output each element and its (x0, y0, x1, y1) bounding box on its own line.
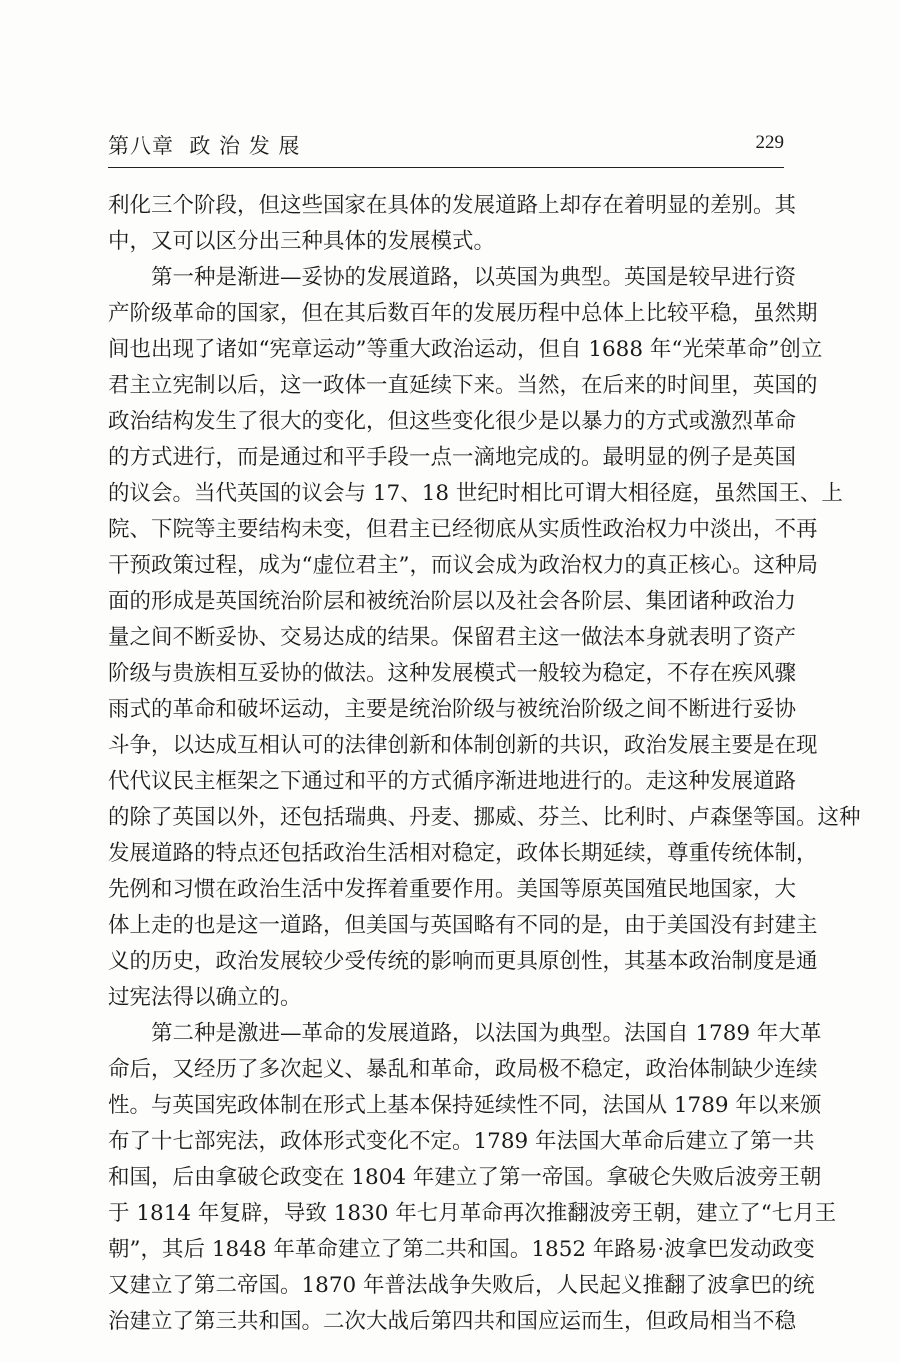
text-line: 的议会。当代英国的议会与 17、18 世纪时相比可谓大相径庭，虽然国王、上 (108, 481, 843, 506)
text-line: 先例和习惯在政治生活中发挥着重要作用。美国等原英国殖民地国家，大 (108, 877, 797, 902)
text-line: 和国，后由拿破仑政变在 1804 年建立了第一帝国。拿破仑失败后波旁王朝 (108, 1165, 822, 1190)
text-line: 利化三个阶段，但这些国家在具体的发展道路上却存在着明显的差别。其 (108, 193, 797, 218)
text-line: 量之间不断妥协、交易达成的结果。保留君主这一做法本身就表明了资产 (108, 625, 797, 650)
text-line: 治建立了第三共和国。二次大战后第四共和国应运而生，但政局相当不稳 (108, 1309, 797, 1334)
text-line: 间也出现了诸如“宪章运动”等重大政治运动，但自 1688 年“光荣革命”创立 (108, 337, 823, 362)
text-line: 代代议民主框架之下通过和平的方式循序渐进地进行的。走这种发展道路 (108, 769, 797, 794)
text-line: 斗争，以达成互相认可的法律创新和体制创新的共识，政治发展主要是在现 (108, 733, 818, 758)
text-line: 面的形成是英国统治阶层和被统治阶层以及社会各阶层、集团诸种政治力 (108, 589, 797, 614)
text-line: 阶级与贵族相互妥协的做法。这种发展模式一般较为稳定，不存在疾风骤 (108, 661, 797, 686)
text-line: 的方式进行，而是通过和平手段一点一滴地完成的。最明显的例子是英国 (108, 445, 797, 470)
text-line: 布了十七部宪法，政体形式变化不定。1789 年法国大革命后建立了第一共 (108, 1129, 815, 1154)
text-line: 产阶级革命的国家，但在其后数百年的发展历程中总体上比较平稳，虽然期 (108, 301, 818, 326)
text-line: 第二种是激进—革命的发展道路，以法国为典型。法国自 1789 年大革 (108, 1021, 822, 1046)
text-line: 发展道路的特点还包括政治生活相对稳定，政体长期延续，尊重传统体制， (108, 841, 818, 866)
text-line: 政治结构发生了很大的变化，但这些变化很少是以暴力的方式或激烈革命 (108, 409, 797, 434)
text-line: 干预政策过程，成为“虚位君主”，而议会成为政治权力的真正核心。这种局 (108, 553, 818, 578)
text-line: 性。与英国宪政体制在形式上基本保持延续性不同，法国从 1789 年以来颁 (108, 1093, 822, 1118)
text-line: 君主立宪制以后，这一政体一直延续下来。当然，在后来的时间里，英国的 (108, 373, 818, 398)
text-line: 过宪法得以确立的。 (108, 985, 302, 1010)
text-line: 院、下院等主要结构未变，但君主已经彻底从实质性政治权力中淡出，不再 (108, 517, 818, 542)
text-line: 第一种是渐进—妥协的发展道路，以英国为典型。英国是较早进行资 (108, 265, 797, 290)
running-header (108, 128, 784, 160)
text-line: 中，又可以区分出三种具体的发展模式。 (108, 229, 496, 254)
body-text (108, 188, 861, 1340)
text-line: 义的历史，政治发展较少受传统的影响而更具原创性，其基本政治制度是通 (108, 949, 818, 974)
text-line: 的除了英国以外，还包括瑞典、丹麦、挪威、芬兰、比利时、卢森堡等国。这种 (108, 805, 861, 830)
text-line: 于 1814 年复辟，导致 1830 年七月革命再次推翻波旁王朝，建立了“七月王 (108, 1201, 837, 1226)
chapter-title: 第八章 政 治 发 展 (108, 134, 301, 158)
text-line: 命后，又经历了多次起义、暴乱和革命，政局极不稳定，政治体制缺少连续 (108, 1057, 818, 1082)
page-number: 229 (755, 132, 784, 153)
text-line: 又建立了第二帝国。1870 年普法战争失败后，人民起义推翻了波拿巴的统 (108, 1273, 815, 1298)
header-rule (108, 167, 784, 168)
text-line: 体上走的也是这一道路，但美国与英国略有不同的是，由于美国没有封建主 (108, 913, 818, 938)
text-line: 朝”，其后 1848 年革命建立了第二共和国。1852 年路易·波拿巴发动政变 (108, 1237, 815, 1262)
text-line: 雨式的革命和破坏运动，主要是统治阶级与被统治阶级之间不断进行妥协 (108, 697, 797, 722)
